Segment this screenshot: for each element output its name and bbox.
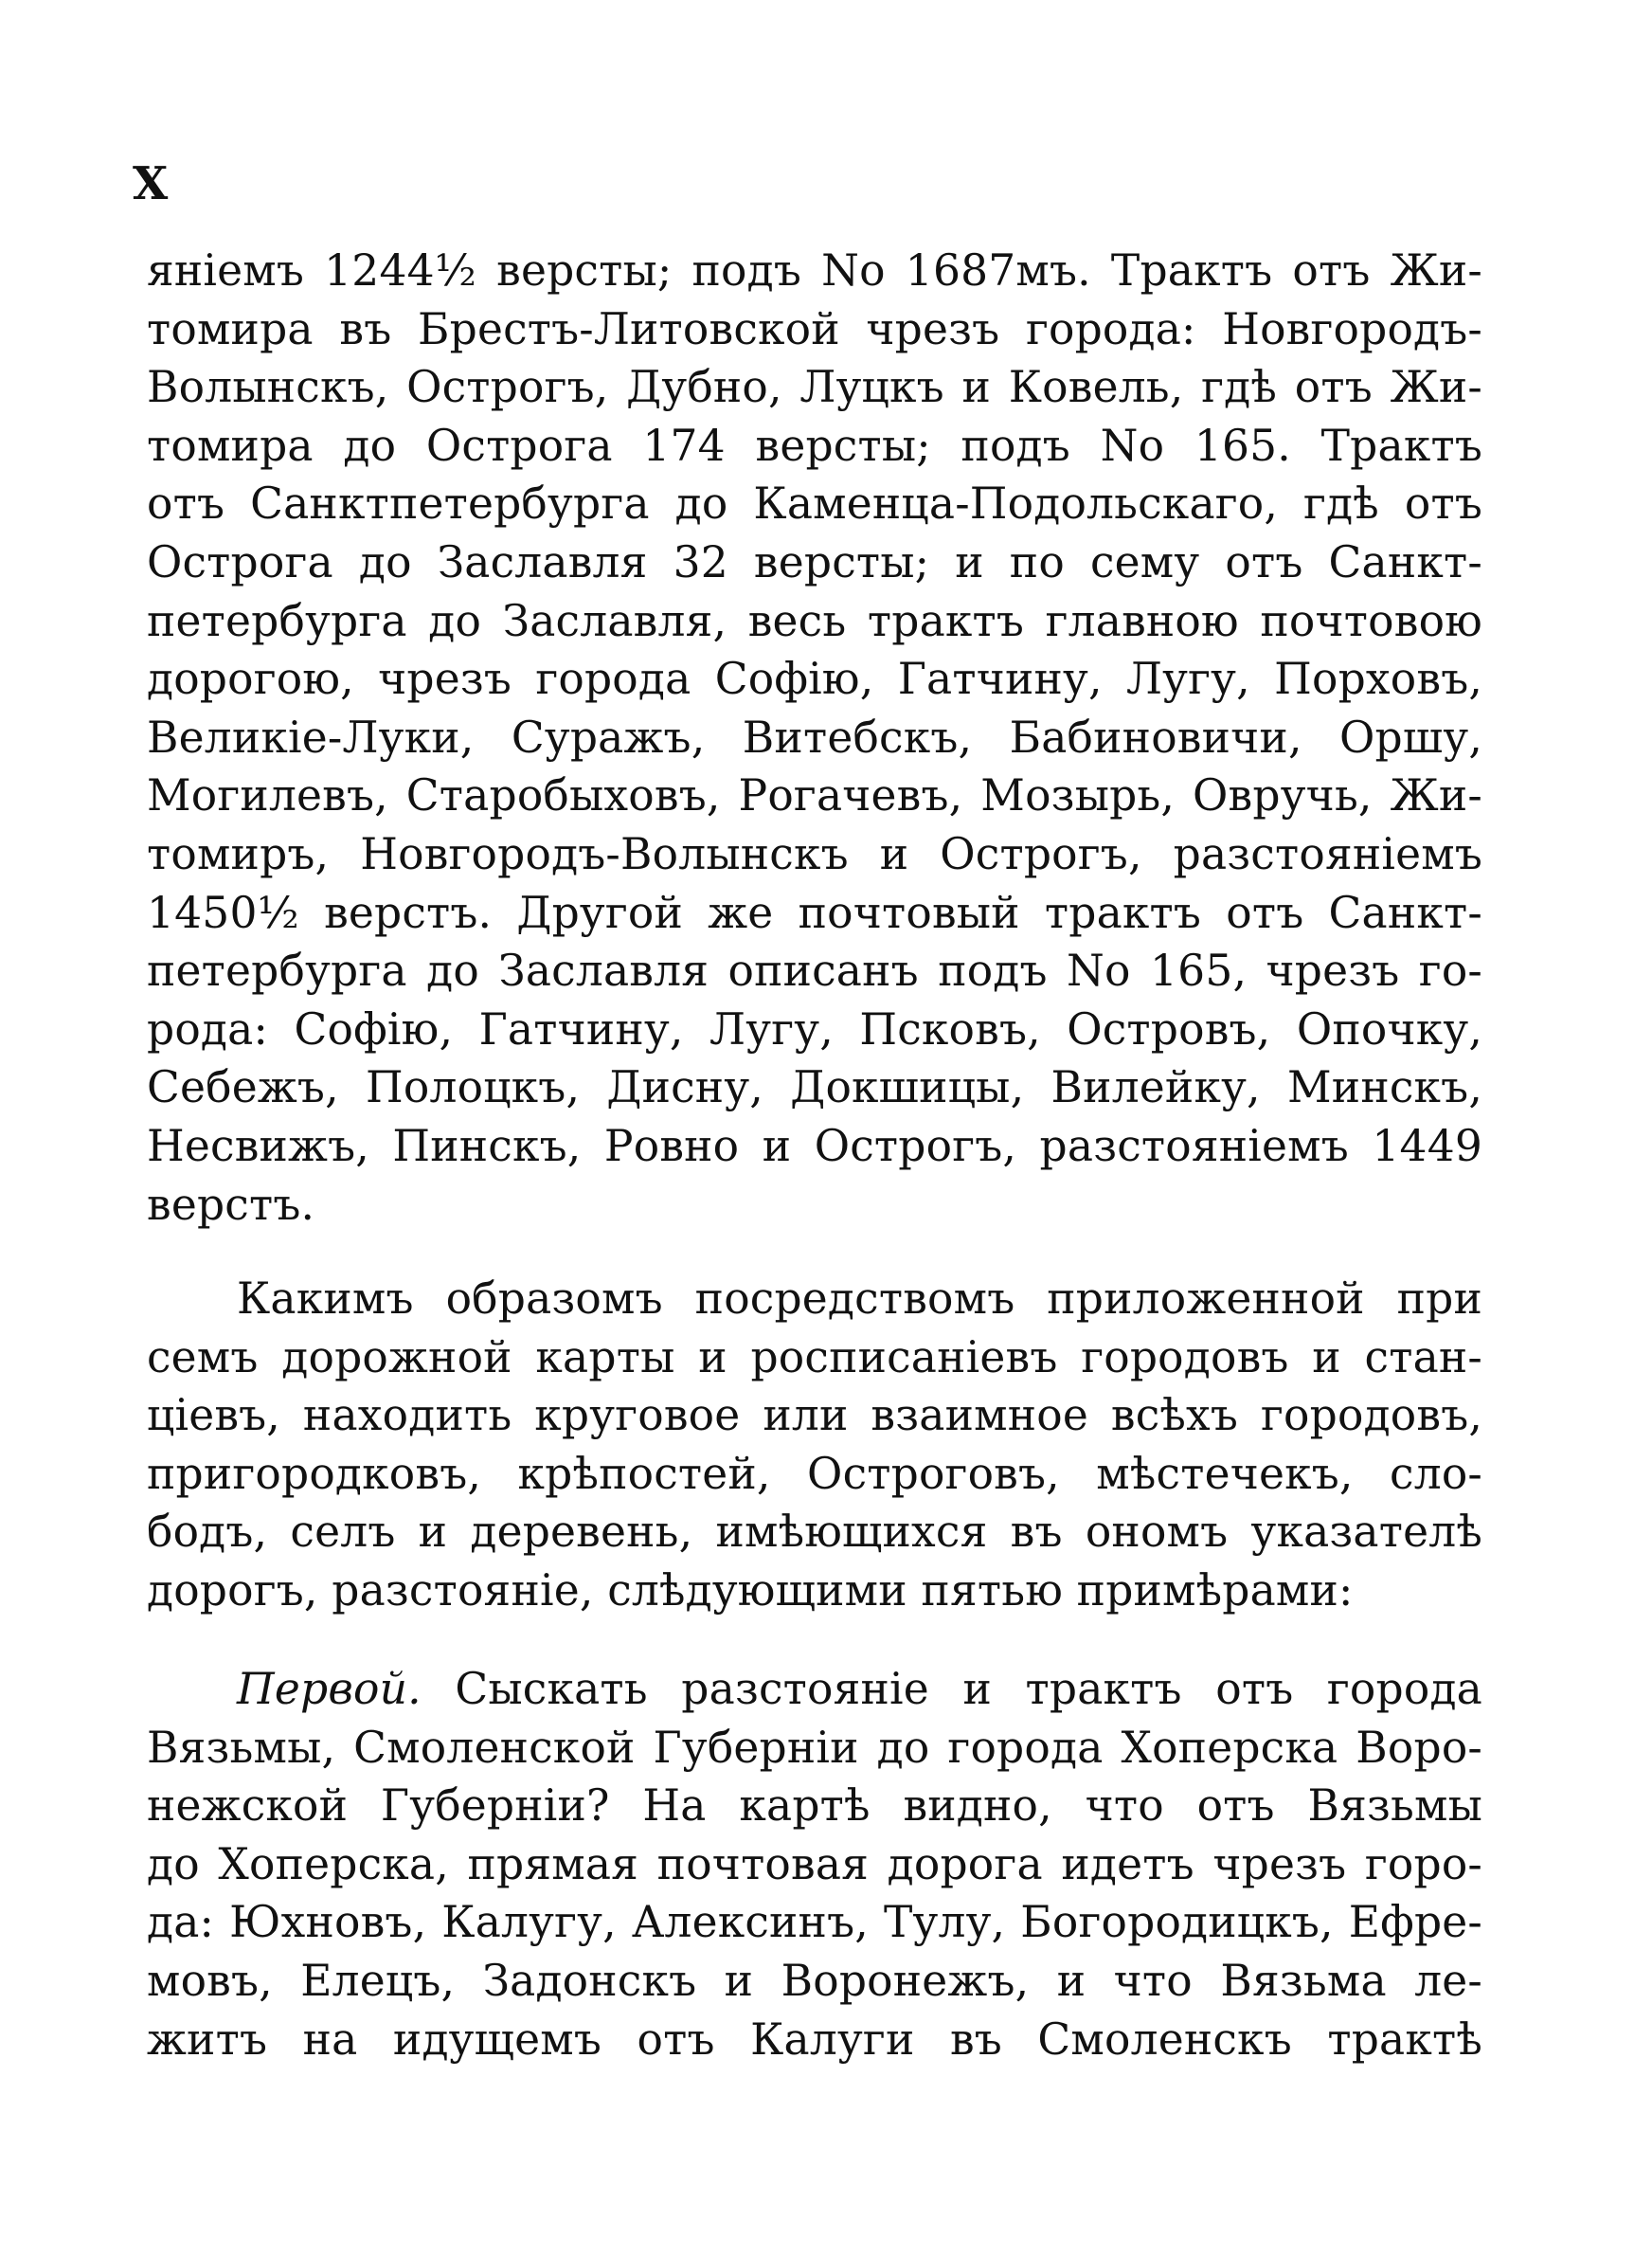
text-line: Великіе-Луки, Суражъ, Витебскъ, Бабиновичи, Оршу, bbox=[147, 712, 1482, 763]
text-line: Себежъ, Полоцкъ, Дисну, Докшицы, Вилейку, Минскъ, bbox=[147, 1062, 1482, 1113]
text-line: мовъ, Елецъ, Задонскъ и Воронежъ, и что Вязьма ле- bbox=[147, 1955, 1482, 2006]
text-line: яніемъ 1244½ версты; подъ No 1687мъ. Трактъ отъ Жи- bbox=[147, 245, 1482, 296]
text-line: до Хоперска, прямая почтовая дорога идетъ чрезъ горо- bbox=[147, 1838, 1482, 1889]
text-line: Вязьмы, Смоленской Губерніи до города Хоперска Воро- bbox=[147, 1722, 1482, 1773]
text-line: дорогою, чрезъ города Софію, Гатчину, Лугу, Порховъ, bbox=[147, 654, 1482, 705]
text-line: томира въ Брестъ-Литовской чрезъ города: Новгородъ- bbox=[147, 303, 1482, 354]
text-line: житъ на идущемъ отъ Калуги въ Смоленскъ трактѣ bbox=[147, 2013, 1482, 2065]
text-line: рода: Софію, Гатчину, Лугу, Псковъ, Островъ, Опочку, bbox=[147, 1003, 1482, 1055]
page-number: X bbox=[133, 157, 169, 210]
text-line: ціевъ, находить круговое или взаимное всѣхъ городовъ, bbox=[147, 1390, 1482, 1441]
text-line: дорогъ, разстояніе, слѣдующими пятью примѣрами: bbox=[147, 1564, 1354, 1616]
text-line: да: Юхновъ, Калугу, Алексинъ, Тулу, Богородицкъ, Ефре- bbox=[147, 1897, 1482, 1948]
text-line: нежской Губерніи? На картѣ видно, что отъ Вязьмы bbox=[147, 1780, 1482, 1832]
text-line: петербурга до Заславля, весь трактъ главною почтовою bbox=[147, 595, 1482, 646]
text-line: верстъ. bbox=[147, 1179, 315, 1230]
text-line: отъ Санктпетербурга до Каменца-Подольскаго, гдѣ отъ bbox=[147, 478, 1482, 530]
text-line: Острога до Заславля 32 версты; и по сему отъ Санкт- bbox=[147, 536, 1482, 587]
paragraph-3 bbox=[147, 1660, 1482, 2068]
text-line: петербурга до Заславля описанъ подъ No 165, чрезъ го- bbox=[147, 946, 1482, 997]
lead-word: Первой. bbox=[237, 1664, 422, 1714]
text-line: Несвижъ, Пинскъ, Ровно и Острогъ, разстояніемъ 1449 bbox=[147, 1120, 1482, 1171]
paragraph-2 bbox=[147, 1270, 1482, 1620]
text-line: семъ дорожной карты и росписаніевъ городовъ и стан- bbox=[147, 1331, 1482, 1382]
text-line: 1450½ верстъ. Другой же почтовый трактъ отъ Санкт- bbox=[147, 887, 1482, 938]
paragraph-1 bbox=[147, 242, 1482, 1234]
lead-line-rest: Сыскать разстояніе и трактъ отъ города bbox=[455, 1664, 1482, 1714]
text-line: Какимъ образомъ посредствомъ приложенной при bbox=[237, 1273, 1482, 1324]
text-line: Могилевъ, Старобыховъ, Рогачевъ, Мозырь, Овручь, Жи- bbox=[147, 770, 1482, 822]
text-line bbox=[147, 1660, 1482, 1719]
text-line: томиръ, Новгородъ-Волынскъ и Острогъ, разстояніемъ bbox=[147, 828, 1482, 879]
text-line: Волынскъ, Острогъ, Дубно, Луцкъ и Ковель, гдѣ отъ Жи- bbox=[147, 362, 1482, 413]
text-line: томира до Острога 174 версты; подъ No 165. Трактъ bbox=[147, 420, 1482, 471]
text-line: бодъ, селъ и деревень, имѣющихся въ ономъ указателѣ bbox=[147, 1507, 1482, 1558]
text-line: пригородковъ, крѣпостей, Остроговъ, мѣстечекъ, сло- bbox=[147, 1448, 1482, 1499]
